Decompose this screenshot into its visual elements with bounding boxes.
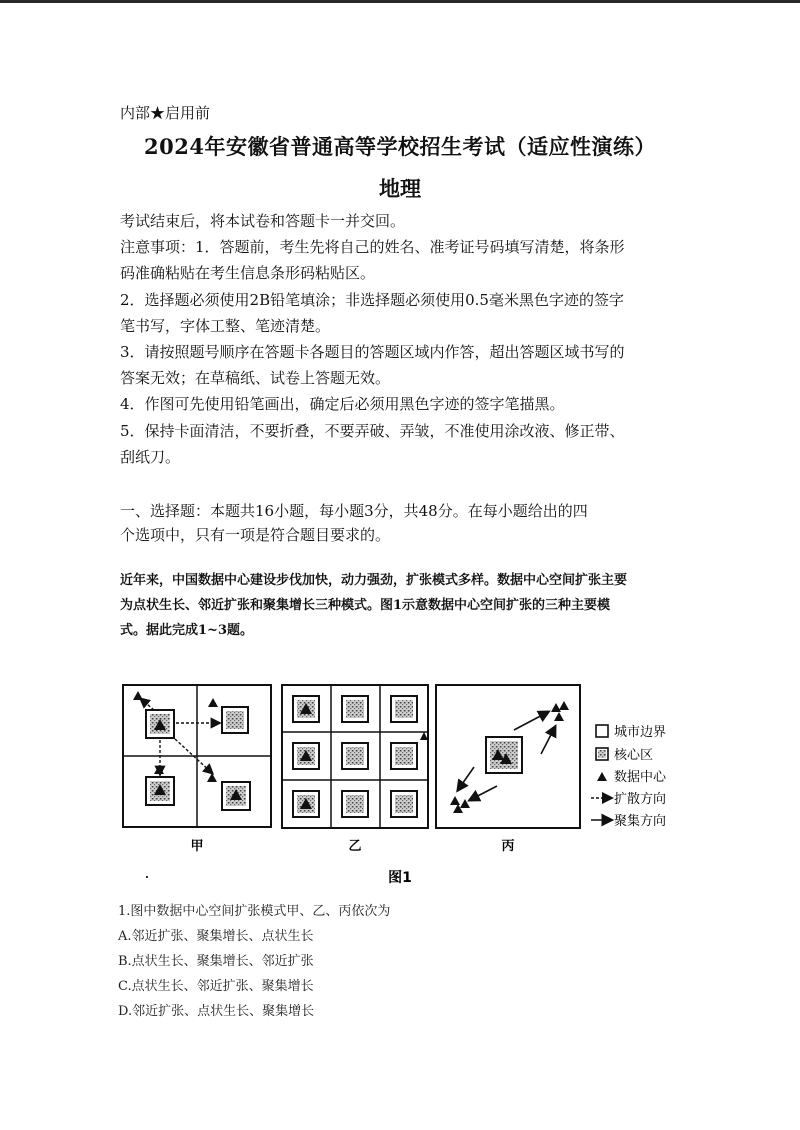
question-stem: 1.图中数据中心空间扩张模式甲、乙、丙依次为 [118,904,391,919]
core-area [342,791,368,817]
subject-title: 地理 [379,176,421,201]
aggregation-arrow [470,786,497,800]
core-area [486,737,522,773]
question-1 [118,899,390,1024]
data-center-marker [460,799,470,808]
panel-label-jia: 甲 [190,839,204,854]
legend-label: 聚集方向 [614,814,667,829]
panel-label-yi: 乙 [348,839,362,854]
core-area [222,707,248,733]
core-area [293,791,319,817]
material-paragraph [120,568,627,643]
scan-speck [146,876,148,878]
scan-top-border [0,0,800,3]
figure-legend [591,724,667,829]
core-area [391,743,417,769]
instruction-line: 码准确粘贴在考生信息条形码粘贴区。 [120,264,376,283]
data-center-marker [208,698,218,707]
instruction-line: 刮纸刀。 [120,447,181,466]
instruction-line: 笔书写，字体工整、笔迹清楚。 [120,316,331,335]
core-area-icon [596,748,608,760]
panel-bing [436,685,580,854]
legend-label: 核心区 [614,748,654,763]
data-center-marker [554,712,564,721]
section-line: 一、选择题：本题共16小题，每小题3分，共48分。在每小题给出的四 [120,502,588,520]
instruction-line: 4．作图可先使用铅笔画出，确定后必须用黑色字迹的签字笔描黑。 [120,395,565,414]
figure-caption: 图1 [388,870,412,886]
figure-1-diagram [0,670,800,900]
city-boundary-icon [596,725,608,737]
core-area [222,782,250,810]
instruction-line: 注意事项：1．答题前，考生先将自己的姓名、准考证号码填写清楚，将条形 [120,238,625,257]
section-header [120,499,588,547]
answer-option-c: C.点状生长、邻近扩张、聚集增长 [118,979,314,994]
data-center-marker [559,701,569,710]
data-center-icon [597,772,607,781]
core-area [293,696,319,722]
aggregation-arrow [541,727,555,754]
core-area [146,710,174,738]
secret-label: 内部★启用前 [120,104,211,122]
answer-option-d: D.邻近扩张、点状生长、聚集增长 [118,1004,315,1019]
core-area [342,696,368,722]
core-area [293,743,319,769]
legend-label: 数据中心 [614,770,667,785]
panel-yi [282,685,428,854]
material-line: 为点状生长、邻近扩张和聚集增长三种模式。图1示意数据中心空间扩张的三种主要模 [120,598,611,613]
core-area [391,791,417,817]
material-line: 式。据此完成1~3题。 [120,623,253,638]
instruction-line: 考试结束后，将本试卷和答题卡一并交回。 [120,212,406,230]
legend-label: 城市边界 [614,725,667,740]
aggregation-arrow [458,767,474,790]
instruction-line: 5．保持卡面清洁，不要折叠，不要弄破、弄皱，不准使用涂改液、修正带、 [120,421,625,440]
data-center-marker [420,732,428,740]
core-area [146,777,174,805]
instruction-line: 2．选择题必须使用2B铅笔填涂；非选择题必须使用0.5毫米黑色字迹的签字 [120,290,624,309]
material-line: 近年来，中国数据中心建设步伐加快，动力强劲，扩张模式多样。数据中心空间扩张主要 [120,573,628,588]
aggregation-arrow [514,712,548,730]
diffusion-arrow [141,699,154,710]
data-center-marker [154,765,164,774]
instructions-block [120,208,700,470]
exam-title: 2024年安徽省普通高等学校招生考试（适应性演练） [144,134,656,159]
instruction-line: 答案无效；在草稿纸、试卷上答题无效。 [120,369,391,388]
data-center-marker [207,773,217,782]
data-center-marker [551,703,561,712]
instruction-line: 3．请按照题号顺序在答题卡各题目的答题区域内作答，超出答题区域书写的 [120,342,625,361]
answer-option-b: B.点状生长、聚集增长、邻近扩张 [118,954,314,969]
data-center-marker [450,796,460,805]
legend-label: 扩散方向 [614,792,667,807]
panel-label-bing: 丙 [501,839,515,854]
core-area [342,743,368,769]
answer-option-a: A.邻近扩张、聚集增长、点状生长 [118,929,314,944]
panel-jia [123,685,271,854]
core-area [391,696,417,722]
section-line: 个选项中，只有一项是符合题目要求的。 [120,526,391,544]
